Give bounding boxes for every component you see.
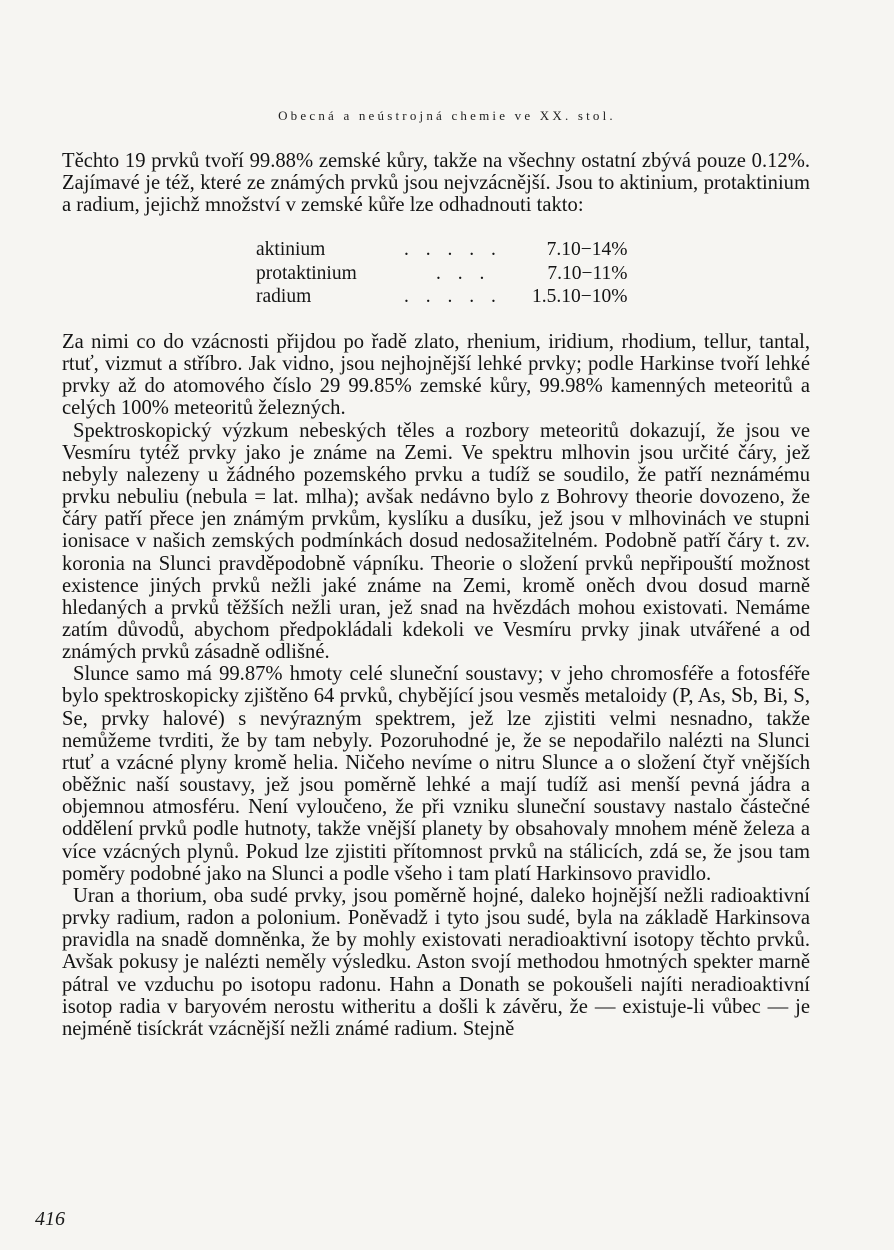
abundance-value: 7.10−14% [546,239,628,261]
abundance-value: 1.5.10−10% [532,286,628,308]
element-name: aktinium [256,239,326,261]
leader-dots: . . . [436,262,491,284]
page-number: 416 [35,1208,65,1230]
table-row [256,238,628,262]
paragraph-1: Těchto 19 prvků tvoří 99.88% zemské kůry, takže na všechny ostatní zbývá pouze 0.12%. Zajímavé je též, které ze známých prvků jsou nejvzácnější. Jsou to aktinium, protaktinium a radium, jejichž množství v zemské kůře lze odhadnouti takto: [62,150,810,217]
abundance-table [256,238,628,309]
paragraph-4: Slunce samo má 99.87% hmoty celé sluneční soustavy; v jeho chromosféře a fotosféře bylo spektroskopicky zjištěno 64 prvků, chybějící jsou vesměs metaloidy (P, As, Sb, Bi, S, Se, prvky halové) s nevýrazným spektrem, jež lze zjistiti velmi nesnadno, takže nemůžeme tvrditi, že by tam nebyly. Pozoruhodné je, že se nepodařilo nalézti na Slunci rtuť a vzácné plyny kromě helia. Ničeho nevíme o nitru Slunce a o složení čtyř vnějších oběžnic naší soustavy, jež jsou poměrně lehké a mají tudíž asi menší pevná jádra a objemnou atmosféru. Není vyloučeno, že při vzniku sluneční soustavy nastalo částečné oddělení prvků podle hutnoty, takže vnější planety by obsahovaly mnohem méně železa a více vzácných plynů. Pokud lze zjistiti přítomnost prvků na stálicích, zdá se, že jsou tam poměry podobné jako na Slunci a podle všeho i tam platí Harkinsovo pravidlo. [62,663,810,885]
body-text [62,150,810,1040]
leader-dots: . . . . . [404,286,502,308]
paragraph-5: Uran a thorium, oba sudé prvky, jsou poměrně hojné, daleko hojnější nežli radioaktivní prvky radium, radon a polonium. Poněvadž i tyto jsou sudé, byla na základě Harkinsova pravidla na snadě domněnka, že by mohly existovati neradioaktivní isotopy těchto prvků. Avšak pokusy je nalézti neměly výsledku. Aston svojí methodou hmotných spekter marně pátral ve vzduchu po isotopu radonu. Hahn a Donath se pokoušeli najíti neradioaktivní isotop radia v baryovém nerostu witheritu a došli k závěru, že — existuje-li vůbec — je nejméně tisíckrát vzácnější nežli známé radium. Stejně [62,884,810,1040]
abundance-value: 7.10−11% [547,262,628,284]
running-head: Obecná a neústrojná chemie ve XX. stol. [278,108,616,123]
table-row [256,262,628,286]
paragraph-3: Spektroskopický výzkum nebeských těles a rozbory meteoritů dokazují, že jsou ve Vesmíru tytéž prvky jako je známe na Zemi. Ve spektru mlhovin jsou určité čáry, jež nebyly nalezeny u žádného pozemského prvku a tudíž se soudilo, že patří neznámému prvku nebuliu (nebula = lat. mlha); avšak nedávno bylo z Bohrovy theorie dovozeno, že čáry patří přece jen známým prvkům, kyslíku a dusíku, jež jsou v mlhovinách ve stupni ionisace v našich zemských podmínkách dosud nedosažitelném. Podobně patří čáry t. zv. koronia na Slunci pravděpodobně vápníku. Theorie o složení prvků nepřipouští možnost existence jiných prvků nežli jaké známe na Zemi, kromě oněch dvou dosud marně hledaných a prvků těžších nežli uran, jež snad na hvězdách mohou existovati. Nemáme zatím důvodů, abychom předpokládali kdekoli ve Vesmíru prvky jinak utvářené a od známých prvků zásadně odlišné. [62,419,810,664]
element-name: protaktinium [256,262,357,284]
element-name: radium [256,286,312,308]
leader-dots: . . . . . [404,239,502,261]
table-row [256,285,628,309]
paragraph-2: Za nimi co do vzácnosti přijdou po řadě zlato, rhenium, iridium, rhodium, tellur, tantal, rtuť, vizmut a stříbro. Jak vidno, jsou nejhojnější lehké prvky; podle Harkinse tvoří lehké prvky až do atomového číslo 29 99.85% zemské kůry, 99.98% kamenných meteoritů a celých 100% meteoritů železných. [62,330,810,420]
